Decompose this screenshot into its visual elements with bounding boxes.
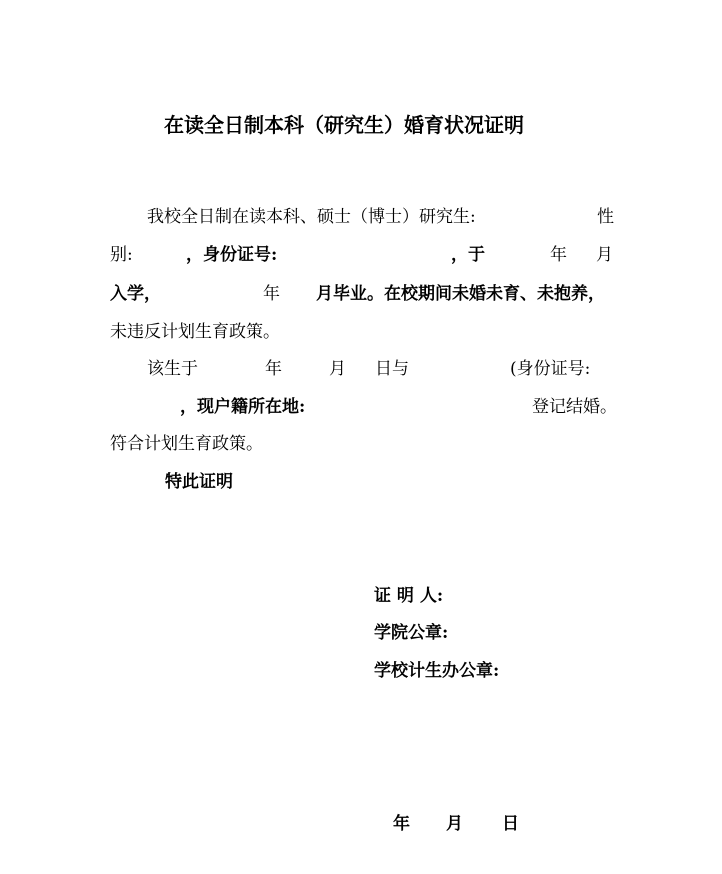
certifier-label: 证 明 人: <box>374 586 444 606</box>
gender-label-part2: 别: <box>110 245 133 265</box>
spouse-id-label: (身份证号: <box>510 359 591 379</box>
enroll-month-label: 月 <box>596 245 613 265</box>
enroll-year-label: 年 <box>550 245 567 265</box>
marriage-registered-label: 登记结婚。 <box>532 397 617 417</box>
policy-compliance-line: 未违反计划生育政策。 <box>110 322 280 342</box>
marriage-date-label: 该生于 <box>147 359 198 379</box>
date-month-label: 月 <box>446 814 463 834</box>
marriage-month-label: 月 <box>329 359 346 379</box>
enrollment-label: 入学， <box>110 284 161 304</box>
id-number-label: ，身份证号: <box>186 245 278 265</box>
date-day-label: 日 <box>502 814 519 834</box>
household-registration-label: ，现户籍所在地: <box>180 397 306 417</box>
gender-label-part1: 性 <box>597 207 614 227</box>
certification-statement: 特此证明 <box>165 472 233 492</box>
policy-compliance-statement: 符合计划生育政策。 <box>110 434 263 454</box>
graduation-year-label: 年 <box>263 284 280 304</box>
school-family-planning-seal-label: 学校计生办公章: <box>374 661 500 681</box>
marriage-day-with-label: 日与 <box>375 359 409 379</box>
date-year-label: 年 <box>393 814 410 834</box>
marriage-year-label: 年 <box>265 359 282 379</box>
page-title: 在读全日制本科（研究生）婚育状况证明 <box>164 113 524 137</box>
graduation-statement: 月毕业。在校期间未婚未育、未抱养， <box>316 284 605 304</box>
enroll-at-label: ，于 <box>451 245 485 265</box>
student-intro: 我校全日制在读本科、硕士（博士）研究生: <box>147 207 476 227</box>
college-seal-label: 学院公章: <box>374 623 449 643</box>
